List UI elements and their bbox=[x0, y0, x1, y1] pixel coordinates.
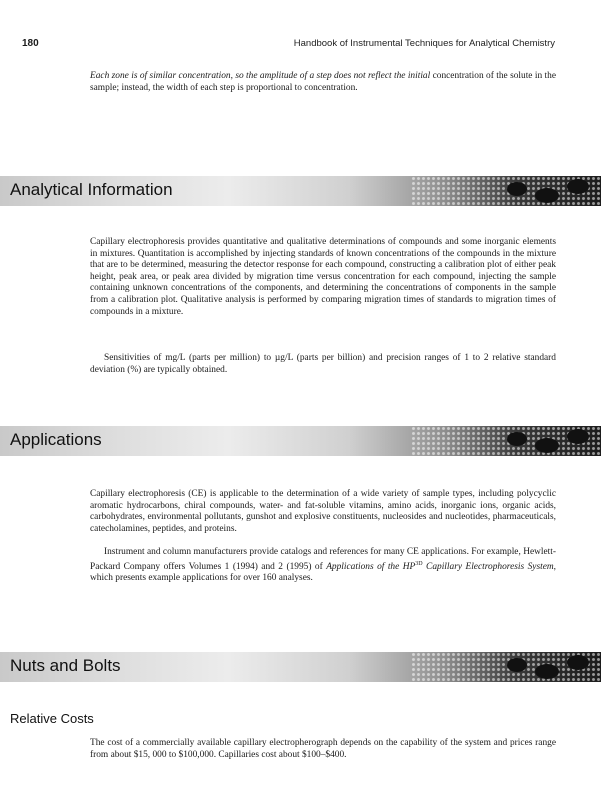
applications-p2-italic-b: Capillary Electrophoresis System bbox=[422, 561, 554, 572]
applications-p2-start: Instrument and column manufacturers provide catalogs and references for many CE applications. For example, Hewlett-Packard Company offers Volumes 1 (1994) and 2 (1995) of bbox=[90, 547, 556, 572]
applications-p2-italic-a: Applications of the HP bbox=[326, 561, 416, 572]
band-blob bbox=[507, 658, 527, 672]
band-blob bbox=[567, 655, 589, 670]
applications-paragraph-2 bbox=[90, 547, 556, 585]
section-title-analytical: Analytical Information bbox=[10, 180, 173, 199]
applications-paragraph-1: Capillary electrophoresis (CE) is applicable to the determination of a wide variety of sample types, including polycyclic aromatic hydrocarbons, chiral compounds, water- and fat-soluble vitamins, amino acids, inorganic ions, organic acids, carbohydrates, environmental pollutants, gunshot and explosive constituents, nucleosides and nucleotides, pharmaceuticals, catecholamines, peptides, and proteins. bbox=[90, 489, 556, 534]
applications-p2-end: , which presents example applications for over 160 analyses. bbox=[90, 561, 556, 584]
intro-paragraph bbox=[90, 71, 556, 94]
analytical-paragraph-1: Capillary electrophoresis provides quantitative and qualitative determinations of compounds and some inorganic elements in mixtures. Quantitation is accomplished by injecting standards of known concentrations of the compounds in the mixture that are to be determined, measuring the detector response for each compound, constructing a calibration plot of either peak height, peak area, or peak area divided by migration time versus concentration for each compound, injecting the sample containing unknown concentrations of the components, and determining the concentrations of components in the sample from a calibration plot. Qualitative analysis is performed by comparing migration times of standards to migration times of compounds in a mixture. bbox=[90, 237, 556, 317]
intro-rest: concentration of the solute in the sample; instead, the width of each step is proportional to concentration. bbox=[90, 71, 556, 93]
band-blob bbox=[507, 182, 527, 196]
applications-p2-superscript: 3D bbox=[415, 560, 423, 567]
band-blob bbox=[567, 429, 589, 444]
band-blob bbox=[567, 179, 589, 194]
costs-paragraph: The cost of a commercially available capillary electropherograph depends on the capability of the system and prices range from about $15, 000 to $100,000. Capillaries cost about $100–$400. bbox=[90, 738, 556, 760]
subheading-relative-costs: Relative Costs bbox=[10, 711, 94, 726]
band-blob bbox=[535, 664, 559, 679]
section-title-nuts: Nuts and Bolts bbox=[10, 656, 121, 675]
intro-italic-lead: Each zone is of similar concentration, so the amplitude of a step does not reflect the initial bbox=[90, 71, 431, 81]
band-blob bbox=[507, 432, 527, 446]
section-band-nuts bbox=[0, 652, 601, 682]
page-number: 180 bbox=[22, 38, 39, 49]
section-band-analytical bbox=[0, 176, 601, 206]
analytical-paragraph-2: Sensitivities of mg/L (parts per million) to µg/L (parts per billion) and precision ranges of 1 to 2 relative standard deviation (%) are typically obtained. bbox=[90, 353, 556, 375]
section-title-applications: Applications bbox=[10, 430, 102, 449]
band-blob bbox=[535, 438, 559, 453]
section-band-applications bbox=[0, 426, 601, 456]
running-title: Handbook of Instrumental Techniques for Analytical Chemistry bbox=[293, 38, 555, 49]
band-blob bbox=[535, 188, 559, 203]
